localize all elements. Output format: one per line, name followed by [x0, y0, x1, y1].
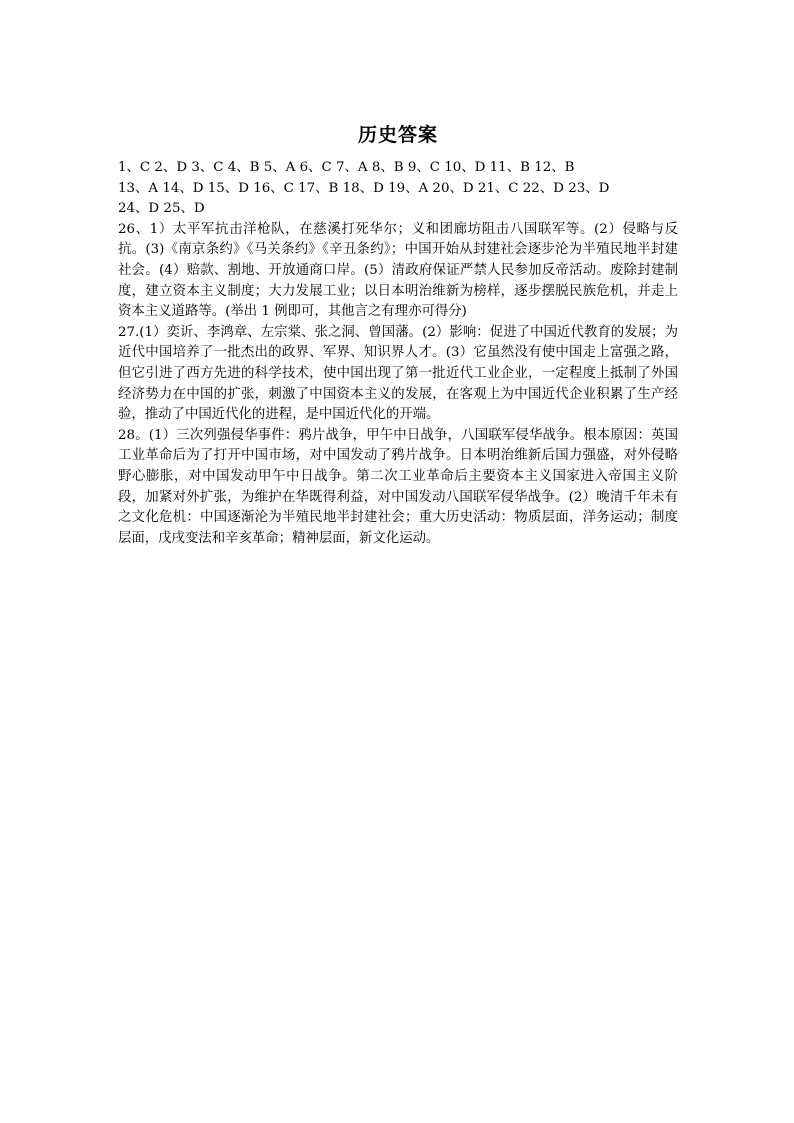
choice-answers-line-2: 13、A 14、D 15、D 16、C 17、B 18、D 19、A 20、D 21、C 22、D 23、D — [118, 180, 610, 196]
answer-sheet — [118, 120, 678, 549]
answer-28: 28。(1）三次列强侵华事件：鸦片战争，甲午中日战争，八国联军侵华战争。根本原因：英国工业革命后为了打开中国市场，对中国发动了鸦片战争。日本明治维新后国力强盛，对外侵略野心膨胀，对中国发动甲午中日战争。第二次工业革命后主要资本主义国家进入帝国主义阶段，加紧对外扩张，为维护在华既得利益，对中国发动八国联军侵华战争。(2）晚清千年未有之文化危机：中国逐渐沦为半殖民地半封建社会；重大历史活动：物质层面，洋务运动；制度层面，戊戌变法和辛亥革命；精神层面，新文化运动。 — [118, 427, 678, 546]
choice-answers-line-3: 24、D 25、D — [118, 201, 205, 217]
page-title: 历史答案 — [357, 124, 438, 146]
answer-27: 27.(1）奕䜣、李鸿章、左宗棠、张之洞、曾国藩。(2）影响：促进了中国近代教育的发展；为近代中国培养了一批杰出的政界、军界、知识界人才。(3）它虽然没有使中国走上富强之路，但它引进了西方先进的科学技术，使中国出现了第一批近代工业企业，一定程度上抵制了外国经济势力在中国的扩张，刺激了中国资本主义的发展，在客观上为中国近代企业积累了生产经验，推动了中国近代化的进程，是中国近代化的开端。 — [118, 324, 678, 423]
choice-answers-line-1: 1、C 2、D 3、C 4、B 5、A 6、C 7、A 8、B 9、C 10、D 11、B 12、B — [118, 160, 575, 175]
answer-26: 26、1）太平军抗击洋枪队，在慈溪打死华尔；义和团廊坊阻击八国联军等。(2）侵略与反抗。(3)《南京条约》《马关条约》《辛丑条约》；中国开始从封建社会逐步沦为半殖民地半封建社会。(4）赔款、割地、开放通商口岸。(5）清政府保证严禁人民参加反帝活动。废除封建制度，建立资本主义制度；大力发展工业；以日本明治维新为榜样，逐步摆脱民族危机，并走上资本主义道路等。(举出 1 例即可，其他言之有理亦可得分) — [118, 221, 678, 320]
